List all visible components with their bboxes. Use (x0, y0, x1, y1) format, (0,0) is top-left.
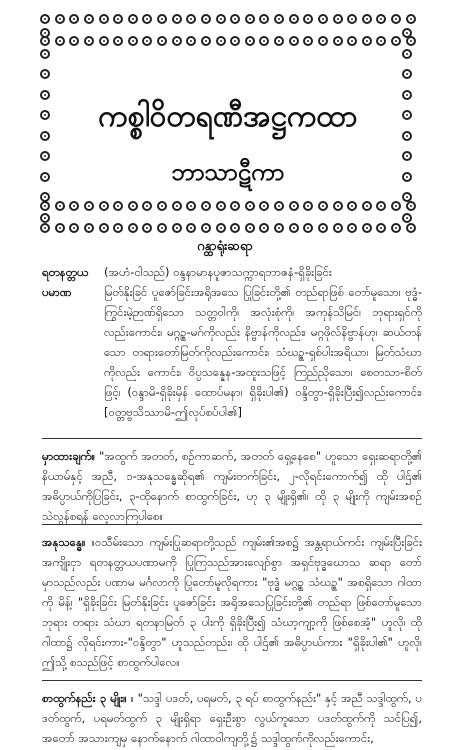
info-label: ပမာဏ (42, 285, 72, 299)
ornament-ring (201, 36, 211, 46)
section-divider (42, 438, 422, 439)
paragraph-reminder (42, 446, 422, 526)
ornament-ring (186, 36, 196, 46)
ornament-ring (402, 49, 412, 59)
ornament-ring (318, 223, 328, 233)
ornament-ring (259, 36, 269, 46)
info-text: မြတ်နိုးခြင် ပူဇော်ခြင်းအရိုအသေ ပြုခြင်းတို့၏ တည်ရာဖြစ် တော်မူသော၊ ဗုဒ္ဓံ-ကြွင်းမဲ့ဉာဏ်ရှိသော သတ္တဝါကို၊ အလုံးစုံကို၊ အကုန်သိမြင်၊ ဘုရားရှင်ကိုလည်းကောင်း၊ မဂ္ဂဥ္စ-မဂ်ကိုလည်း နိဗ္ဗာန်ကိုလည်း၊ မဂ္ဂဖိုလ်နိဗ္ဗာန်ဟု၊ ဆယ်တန်သော တရားတော်မြတ်ကိုလည်းကောင်း၊ သံဃဥ္စ-ရှစ်ပါးအရိယာ၊ မြတ်သံဃာကိုလည်း ကောင်း၊ ဝိပ္ပသန္နေန-အထူးသဖြင့် ကြည်ညိုသော၊ စေတသာ-စိတ်ဖြင့်၊ (ဝန္ဒာမိ-ရှိခိုးမှိန် ထောပ်မနာ၊ ရှိခိုးပါ၏) ဝန္ဒိတွာ-ရှိခိုးပြီး၍လည်းကောင်း၊ [ဝတ္တဗ္ဗသိဿာမိ-ဤလုပ်စပ်ပါ၏] (104, 285, 422, 419)
ornament-ring (289, 201, 299, 211)
ornament-ring (362, 201, 372, 211)
ornament-ring (303, 201, 313, 211)
info-row (42, 262, 422, 282)
ornament-ring (113, 201, 123, 211)
ornament-ring (402, 90, 412, 100)
paragraph-heading: အနုသန္ဓေ။ (42, 535, 86, 549)
ornament-ring (201, 201, 211, 211)
ornament-ring (274, 223, 284, 233)
ornament-ring (216, 223, 226, 233)
ornament-ring (230, 223, 240, 233)
frame-bottom-border (40, 223, 416, 237)
ornament-ring (172, 201, 182, 211)
ornament-ring (406, 201, 416, 211)
ornament-ring (318, 36, 328, 46)
ornament-ring (157, 223, 167, 233)
info-text: (အဟံ-ငါသည်) ဝန္ဒနာမာနပူဇာသက္ကာရဘာဇနံ-ရှိခိုးခြင်း (104, 265, 332, 279)
ornament-ring (245, 14, 255, 24)
paragraph-heading: မှာထားချက်။ (42, 449, 96, 463)
ornament-ring (333, 36, 343, 46)
ornament-ring (172, 223, 182, 233)
ornament-ring (69, 223, 79, 233)
ornament-ring (333, 14, 343, 24)
info-row (42, 282, 422, 422)
paragraph-context (42, 532, 422, 672)
ornament-ring (55, 223, 65, 233)
ornament-ring (402, 69, 412, 79)
decorative-title-frame (40, 14, 416, 237)
publisher-line: ဂန္ထာရုံးဆရာ (197, 239, 253, 254)
ornament-ring (391, 36, 401, 46)
ornament-ring (347, 14, 357, 24)
ornament-ring (245, 223, 255, 233)
ornament-ring (128, 201, 138, 211)
ornament-ring (55, 14, 65, 24)
ornament-ring (40, 201, 50, 211)
section-divider (42, 680, 422, 681)
ornament-ring (391, 223, 401, 233)
ornament-ring (157, 36, 167, 46)
ornament-ring (113, 14, 123, 24)
ornament-ring (318, 14, 328, 24)
ornament-ring (84, 36, 94, 46)
ornament-ring (362, 14, 372, 24)
ornament-ring (406, 36, 416, 46)
ornament-ring (157, 14, 167, 24)
ornament-ring (40, 14, 50, 24)
ornament-ring (84, 201, 94, 211)
paragraph-heading: စာထွက်နည်း ၃ မျိုး။ (42, 691, 127, 705)
frame-inner-bottom-border (40, 201, 416, 215)
ornament-ring (245, 201, 255, 211)
ornament-ring (362, 36, 372, 46)
ornament-ring (333, 201, 343, 211)
ornament-ring (406, 14, 416, 24)
ornament-ring (69, 14, 79, 24)
paragraph-text: ။ "သဒ္ဒါ ပဒတ်, ပရမတ်, ၃ ရပ် စာထွက်နည်း" နှင့် အညီ သဒ္ဒါထွက်, ပဒတ်ထွက်, ပရမတ်ထွက် ၃ မျိုးရှိရာ ရှေးဦးစွာ လွယ်ကူသော ပဒတ်ထွက်ကို သင်ပြ၍, အတော် အသားကျမှ နောက်နောက် ဂါထာဝါကျတို့၌ သဒ္ဒါထွက်ကိုလည်းကောင်း, (42, 691, 422, 745)
book-title: ကစ္စါဝိတရဏီအဋ္ဌကထာ (98, 99, 358, 134)
ornament-ring (186, 223, 196, 233)
ornament-ring (347, 36, 357, 46)
paragraph-methods (42, 688, 422, 748)
ornament-ring (347, 223, 357, 233)
ornament-ring (128, 14, 138, 24)
ornament-ring (289, 14, 299, 24)
ornament-ring (186, 14, 196, 24)
paragraph-text: "အထွက် အတတ်, စဉ်ကာဆက်, အတတ် ရှေ့နေစေ" ဟူသော ရှေးဆရာတို့၏ နိယာမ်နှင့် အညီ, ၁-အနုသန္ဓေဆိုရ၏ ကျမ်းတက်ခြင်း, ၂-လိုရင်းကောက်၍ ထို ပါဌ်၏ အဓိပ္ပာယ်ကိုပြခြင်း, ၃-ထိုနောက် စာထွက်ခြင်း, ဟု ၃ မျိုးရှိ၏၊ ထို ၃ မျိုးကို ကျမ်းအစဥ် သဲလွန်စရန် လေ့လာကြပါစေ။ (42, 449, 423, 523)
ornament-ring (55, 201, 65, 211)
ornament-ring (142, 36, 152, 46)
ornament-ring (84, 223, 94, 233)
ornament-ring (55, 36, 65, 46)
ornament-ring (40, 223, 50, 233)
ornament-ring (333, 223, 343, 233)
ornament-ring (99, 36, 109, 46)
ornament-ring (40, 36, 50, 46)
info-block (42, 262, 422, 422)
ornament-ring (259, 201, 269, 211)
ornament-ring (402, 131, 412, 141)
ornament-ring (142, 201, 152, 211)
ornament-ring (274, 14, 284, 24)
ornament-ring (274, 201, 284, 211)
ornament-ring (347, 201, 357, 211)
ornament-ring (201, 14, 211, 24)
ornament-ring (40, 131, 50, 141)
ornament-ring (245, 36, 255, 46)
frame-inner-top-border (40, 36, 416, 50)
ornament-ring (259, 223, 269, 233)
ornament-ring (289, 36, 299, 46)
ornament-ring (376, 201, 386, 211)
ornament-ring (216, 36, 226, 46)
ornament-ring (186, 201, 196, 211)
ornament-ring (391, 14, 401, 24)
ornament-ring (113, 36, 123, 46)
ornament-ring (113, 223, 123, 233)
ornament-ring (303, 223, 313, 233)
ornament-ring (259, 14, 269, 24)
ornament-ring (230, 201, 240, 211)
ornament-ring (216, 201, 226, 211)
ornament-ring (84, 14, 94, 24)
ornament-ring (69, 201, 79, 211)
ornament-ring (128, 223, 138, 233)
ornament-ring (99, 201, 109, 211)
section-divider (42, 524, 422, 525)
ornament-ring (40, 69, 50, 79)
ornament-ring (362, 223, 372, 233)
ornament-ring (391, 201, 401, 211)
ornament-ring (376, 14, 386, 24)
ornament-ring (157, 201, 167, 211)
ornament-ring (230, 14, 240, 24)
ornament-ring (289, 223, 299, 233)
ornament-ring (172, 14, 182, 24)
ornament-ring (376, 223, 386, 233)
ornament-ring (274, 36, 284, 46)
ornament-ring (303, 14, 313, 24)
ornament-ring (318, 201, 328, 211)
ornament-ring (99, 223, 109, 233)
ornament-ring (40, 90, 50, 100)
ornament-ring (201, 223, 211, 233)
ornament-ring (40, 49, 50, 59)
ornament-ring (376, 36, 386, 46)
ornament-ring (406, 223, 416, 233)
frame-top-border (40, 14, 416, 28)
ornament-ring (303, 36, 313, 46)
paragraph-text: ။ဝသီမ်းသော ကျမ်းပြုဆရာတို့သည် ကျမ်း၏အစ၌ အန္တရာယ်ကင်း ကျမ်းပြီးခြင်း အကျိုးငှာ ရတနတ္တယပဏာမကို ပြုကြသည်အားလျော်စွာ အရှင်ဗုဒ္ဓဃောသ ဆရာ တော်မှာသည်လည်း ပဏာမ မင်္ဂလာကို ပြုတော်မူလိုရကား "ဗုဒ္ဓံ မဂ္ဂဥ္စ သံဃဥ္စ" အစရှိသော ဂါထာကို မိန့်၊ "ရှိခိုးခြင်း မြတ်နိုးခြင်း ပူဇော်ခြင်း အရိုအသေပြုခြင်းတို့၏ တည်ရာ ဖြစ်တော်မူသော ဘုရား တရား သံဃာ ရတနာမြတ် ၃ ပါးကို ရှိခိုးပြီး၍ သံဃာ့ကျာ့ကို ဖြစ်စေအံ့" ဟူလို၊ ထို ဂါထာ၌ လိုရင်းကား-"ဝန္ဒိတွာ" ဟူသည်တည်း၊ ထို ပါဌ်၏ အဓိပ္ပာယ်ကား "ရှိခိုးပါ၏" ဟူလို၊ ဤသို့ စသည်ဖြင့် စာထွက်ပါလေ။ (42, 535, 423, 669)
ornament-ring (216, 14, 226, 24)
info-label: ရတနတ္တယ (42, 265, 89, 279)
ornament-ring (142, 14, 152, 24)
ornament-ring (142, 223, 152, 233)
ornament-ring (99, 14, 109, 24)
ornament-ring (172, 36, 182, 46)
ornament-ring (230, 36, 240, 46)
ornament-ring (69, 36, 79, 46)
ornament-ring (128, 36, 138, 46)
book-subtitle: ဘာသာဋီကာ (171, 157, 285, 186)
